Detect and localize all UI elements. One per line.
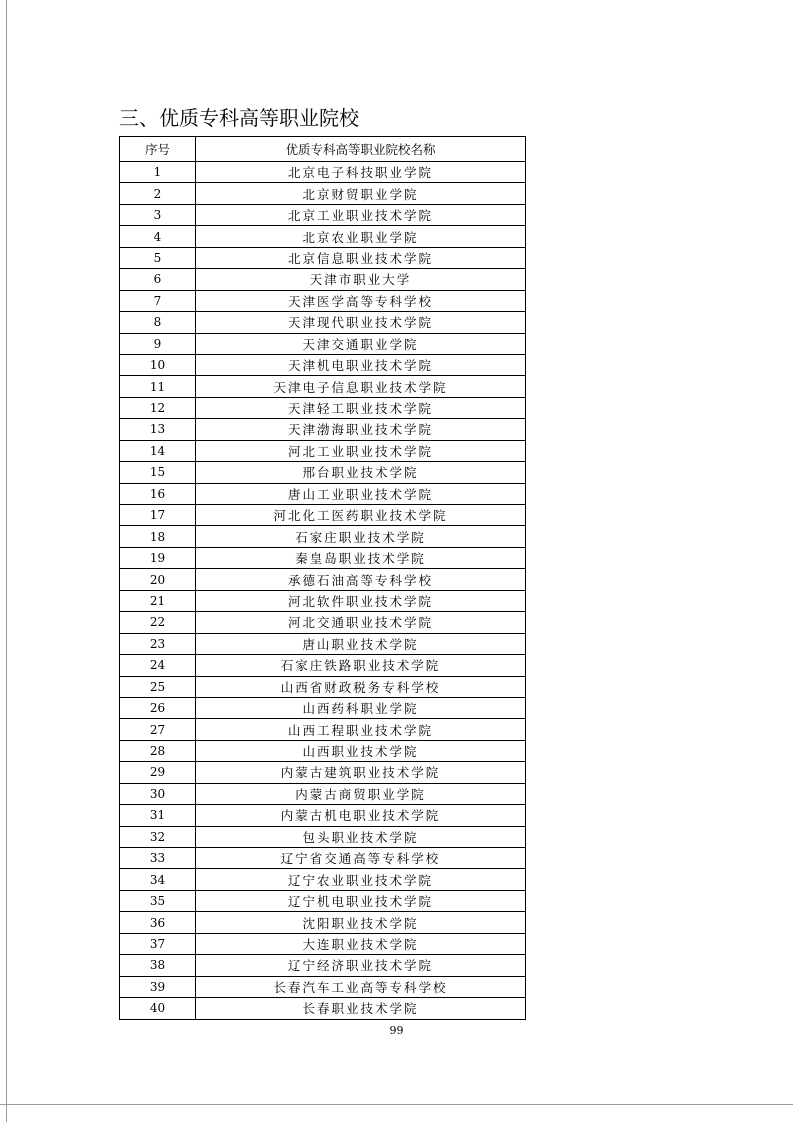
table-row bbox=[120, 333, 526, 354]
school-name: 天津市职业大学 bbox=[196, 269, 526, 290]
row-index: 11 bbox=[120, 376, 196, 397]
school-name: 北京财贸职业学院 bbox=[196, 183, 526, 204]
row-index: 8 bbox=[120, 312, 196, 333]
school-name: 天津机电职业技术学院 bbox=[196, 354, 526, 375]
table-row bbox=[120, 247, 526, 268]
row-index: 32 bbox=[120, 826, 196, 847]
table-row bbox=[120, 376, 526, 397]
row-index: 19 bbox=[120, 547, 196, 568]
school-name: 天津轻工职业技术学院 bbox=[196, 397, 526, 418]
row-index: 14 bbox=[120, 440, 196, 461]
table-row bbox=[120, 419, 526, 440]
section-title: 三、优质专科高等职业院校 bbox=[119, 106, 359, 130]
row-index: 2 bbox=[120, 183, 196, 204]
table-row bbox=[120, 440, 526, 461]
school-name: 天津电子信息职业技术学院 bbox=[196, 376, 526, 397]
table-row bbox=[120, 655, 526, 676]
school-name: 河北软件职业技术学院 bbox=[196, 590, 526, 611]
table-row bbox=[120, 826, 526, 847]
row-index: 12 bbox=[120, 397, 196, 418]
school-name: 河北工业职业技术学院 bbox=[196, 440, 526, 461]
page-edge-bottom bbox=[0, 1104, 793, 1105]
table-row bbox=[120, 998, 526, 1019]
row-index: 20 bbox=[120, 569, 196, 590]
school-name: 邢台职业技术学院 bbox=[196, 462, 526, 483]
table-row bbox=[120, 269, 526, 290]
page-edge-left bbox=[6, 0, 7, 1122]
header-name: 优质专科高等职业院校名称 bbox=[196, 137, 526, 162]
table-row bbox=[120, 290, 526, 311]
table-row bbox=[120, 676, 526, 697]
table-row bbox=[120, 933, 526, 954]
table-row bbox=[120, 912, 526, 933]
row-index: 23 bbox=[120, 633, 196, 654]
table-row bbox=[120, 719, 526, 740]
row-index: 28 bbox=[120, 740, 196, 761]
school-name: 山西药科职业学院 bbox=[196, 697, 526, 718]
school-name: 北京信息职业技术学院 bbox=[196, 247, 526, 268]
table-row bbox=[120, 848, 526, 869]
row-index: 25 bbox=[120, 676, 196, 697]
school-name: 内蒙古机电职业技术学院 bbox=[196, 805, 526, 826]
table-row bbox=[120, 226, 526, 247]
table-row bbox=[120, 483, 526, 504]
row-index: 36 bbox=[120, 912, 196, 933]
school-name: 沈阳职业技术学院 bbox=[196, 912, 526, 933]
school-name: 长春汽车工业高等专科学校 bbox=[196, 976, 526, 997]
row-index: 17 bbox=[120, 505, 196, 526]
table-row bbox=[120, 312, 526, 333]
table-row bbox=[120, 569, 526, 590]
row-index: 13 bbox=[120, 419, 196, 440]
school-name: 承德石油高等专科学校 bbox=[196, 569, 526, 590]
row-index: 18 bbox=[120, 526, 196, 547]
table-body bbox=[120, 162, 526, 1020]
table-row bbox=[120, 462, 526, 483]
page-number: 99 bbox=[389, 1024, 404, 1037]
school-name: 唐山工业职业技术学院 bbox=[196, 483, 526, 504]
row-index: 38 bbox=[120, 955, 196, 976]
school-name: 天津医学高等专科学校 bbox=[196, 290, 526, 311]
row-index: 6 bbox=[120, 269, 196, 290]
table-row bbox=[120, 740, 526, 761]
row-index: 1 bbox=[120, 162, 196, 183]
row-index: 30 bbox=[120, 783, 196, 804]
school-name: 包头职业技术学院 bbox=[196, 826, 526, 847]
header-index: 序号 bbox=[120, 137, 196, 162]
row-index: 7 bbox=[120, 290, 196, 311]
row-index: 4 bbox=[120, 226, 196, 247]
table-row bbox=[120, 612, 526, 633]
row-index: 39 bbox=[120, 976, 196, 997]
school-name: 山西省财政税务专科学校 bbox=[196, 676, 526, 697]
table-row bbox=[120, 697, 526, 718]
school-name: 唐山职业技术学院 bbox=[196, 633, 526, 654]
row-index: 26 bbox=[120, 697, 196, 718]
table-row bbox=[120, 204, 526, 225]
row-index: 37 bbox=[120, 933, 196, 954]
school-name: 河北化工医药职业技术学院 bbox=[196, 505, 526, 526]
school-name: 内蒙古建筑职业技术学院 bbox=[196, 762, 526, 783]
table-row bbox=[120, 526, 526, 547]
table-row bbox=[120, 633, 526, 654]
school-name: 辽宁机电职业技术学院 bbox=[196, 890, 526, 911]
school-name: 天津现代职业技术学院 bbox=[196, 312, 526, 333]
row-index: 22 bbox=[120, 612, 196, 633]
school-name: 石家庄铁路职业技术学院 bbox=[196, 655, 526, 676]
school-name: 石家庄职业技术学院 bbox=[196, 526, 526, 547]
school-name: 辽宁省交通高等专科学校 bbox=[196, 848, 526, 869]
table-row bbox=[120, 354, 526, 375]
row-index: 16 bbox=[120, 483, 196, 504]
school-name: 秦皇岛职业技术学院 bbox=[196, 547, 526, 568]
row-index: 5 bbox=[120, 247, 196, 268]
table-row bbox=[120, 397, 526, 418]
row-index: 9 bbox=[120, 333, 196, 354]
table-row bbox=[120, 783, 526, 804]
row-index: 27 bbox=[120, 719, 196, 740]
row-index: 33 bbox=[120, 848, 196, 869]
table-row bbox=[120, 505, 526, 526]
row-index: 29 bbox=[120, 762, 196, 783]
school-name: 天津渤海职业技术学院 bbox=[196, 419, 526, 440]
row-index: 35 bbox=[120, 890, 196, 911]
school-name: 辽宁经济职业技术学院 bbox=[196, 955, 526, 976]
school-name: 北京农业职业学院 bbox=[196, 226, 526, 247]
row-index: 34 bbox=[120, 869, 196, 890]
school-name: 内蒙古商贸职业学院 bbox=[196, 783, 526, 804]
row-index: 21 bbox=[120, 590, 196, 611]
school-name: 北京工业职业技术学院 bbox=[196, 204, 526, 225]
row-index: 10 bbox=[120, 354, 196, 375]
table-row bbox=[120, 869, 526, 890]
table-row bbox=[120, 162, 526, 183]
table-row bbox=[120, 955, 526, 976]
row-index: 3 bbox=[120, 204, 196, 225]
table-row bbox=[120, 762, 526, 783]
school-name: 长春职业技术学院 bbox=[196, 998, 526, 1019]
table-header-row bbox=[120, 137, 526, 162]
schools-table bbox=[119, 136, 526, 1020]
row-index: 31 bbox=[120, 805, 196, 826]
school-name: 辽宁农业职业技术学院 bbox=[196, 869, 526, 890]
table-row bbox=[120, 890, 526, 911]
table-row bbox=[120, 183, 526, 204]
school-name: 山西职业技术学院 bbox=[196, 740, 526, 761]
school-name: 大连职业技术学院 bbox=[196, 933, 526, 954]
table-row bbox=[120, 547, 526, 568]
row-index: 15 bbox=[120, 462, 196, 483]
table-row bbox=[120, 590, 526, 611]
table-row bbox=[120, 805, 526, 826]
table-row bbox=[120, 976, 526, 997]
school-name: 天津交通职业学院 bbox=[196, 333, 526, 354]
school-name: 山西工程职业技术学院 bbox=[196, 719, 526, 740]
school-name: 北京电子科技职业学院 bbox=[196, 162, 526, 183]
row-index: 40 bbox=[120, 998, 196, 1019]
school-name: 河北交通职业技术学院 bbox=[196, 612, 526, 633]
row-index: 24 bbox=[120, 655, 196, 676]
